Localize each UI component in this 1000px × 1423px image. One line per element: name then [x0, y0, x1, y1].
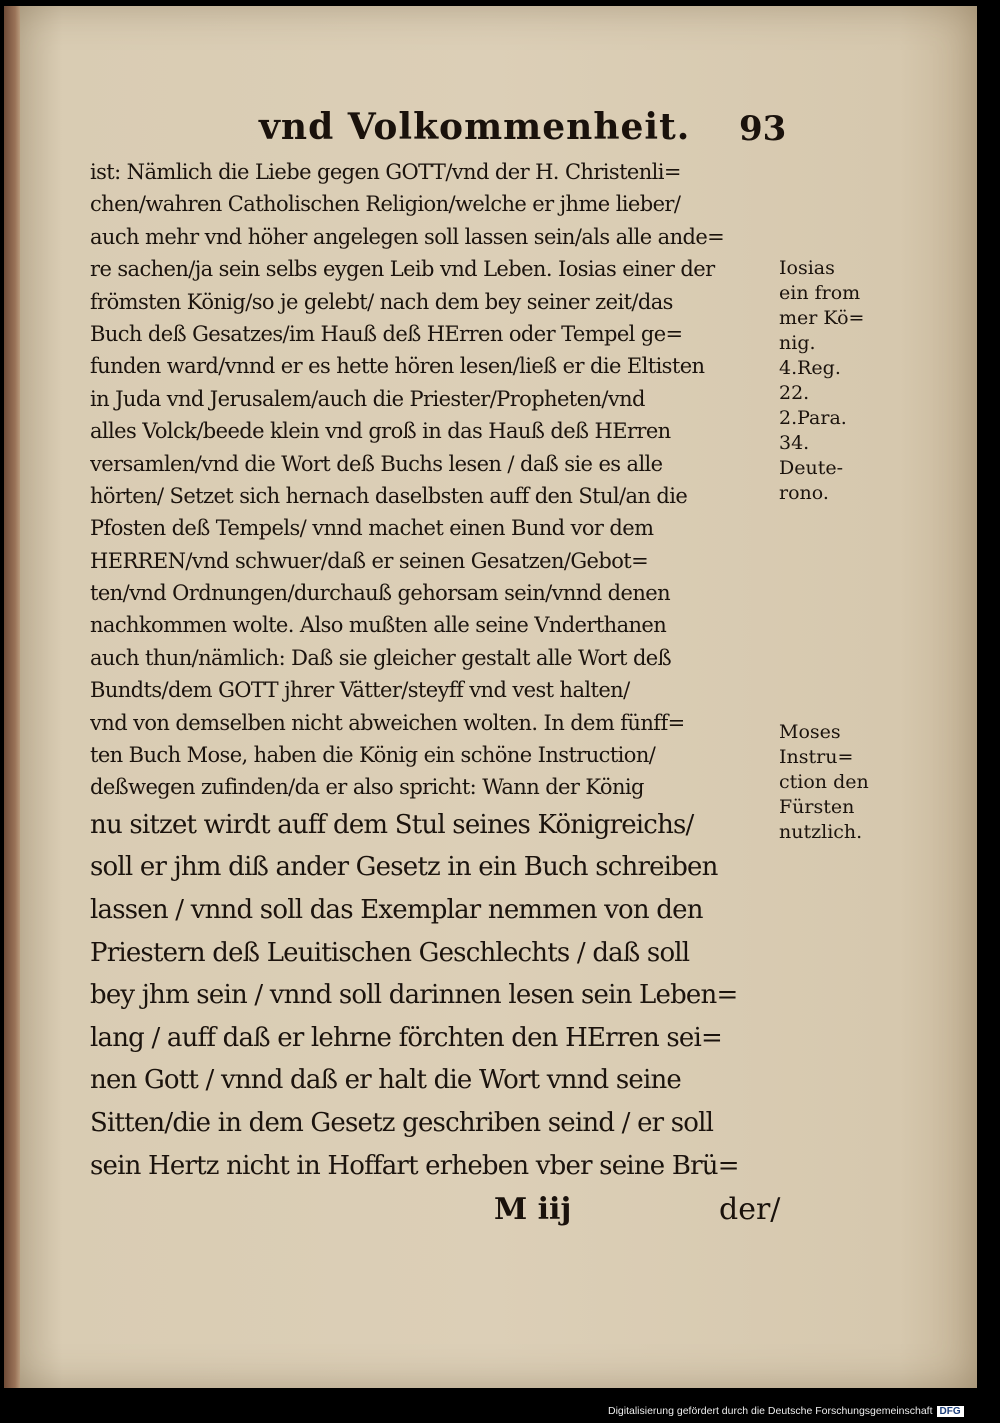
margin-note: mer Kö=	[779, 307, 865, 329]
text-line: re sachen/ja sein selbs eygen Leib vnd Leben. Iosias einer der	[90, 257, 715, 282]
margin-note: 34.	[779, 432, 810, 454]
text-line: alles Volck/beede klein vnd groß in das Hauß deß HErren	[90, 419, 671, 444]
margin-note: ction den	[779, 771, 869, 793]
margin-note: ein from	[779, 282, 861, 304]
margin-note: Fürsten	[779, 796, 855, 818]
text-line-large: bey jhm sein / vnnd soll darinnen lesen sein Leben=	[90, 980, 738, 1011]
margin-note: nig.	[779, 332, 816, 354]
text-line: HERREN/vnd schwuer/daß er seinen Gesatzen/Gebot=	[90, 548, 649, 573]
margin-note: 2.Para.	[779, 407, 847, 429]
margin-note: Deute-	[779, 457, 844, 479]
book-page	[4, 6, 977, 1388]
catchword: der/	[719, 1192, 781, 1227]
text-line: chen/wahren Catholischen Religion/welche er jhme lieber/	[90, 192, 681, 217]
text-line: Pfosten deß Tempels/ vnnd machet einen Bund vor dem	[90, 516, 654, 541]
margin-notes	[779, 256, 889, 845]
credit-text: Digitalisierung gefördert durch die Deutsche Forschungsgemeinschaft	[608, 1405, 933, 1417]
text-line: frömsten König/so je gelebt/ nach dem bey seiner zeit/das	[90, 289, 673, 314]
text-line: auch mehr vnd höher angelegen soll lassen sein/als alle ande=	[90, 224, 725, 249]
page-number: 93	[739, 109, 787, 149]
signature-mark: M iij	[494, 1192, 572, 1227]
margin-note: Moses	[779, 721, 841, 743]
margin-note: Instru=	[779, 746, 854, 768]
text-line: auch thun/nämlich: Daß sie gleicher gestalt alle Wort deß	[90, 645, 672, 670]
text-line-large: Priestern deß Leuitischen Geschlechts / daß soll	[90, 937, 690, 968]
text-line: nachkommen wolte. Also mußten alle seine Vnderthanen	[90, 613, 667, 638]
body-text	[90, 156, 776, 1187]
dfg-logo: DFG	[937, 1406, 964, 1417]
text-line: hörten/ Setzet sich hernach daselbsten auff den Stul/an die	[90, 483, 688, 508]
text-line-large: lang / auff daß er lehrne förchten den HErren sei=	[90, 1022, 723, 1053]
margin-note: rono.	[779, 482, 829, 504]
text-line: in Juda vnd Jerusalem/auch die Priester/Propheten/vnd	[90, 386, 645, 411]
text-line-large: Sitten/die in dem Gesetz geschriben seind / er soll	[90, 1107, 714, 1138]
text-line: Bundts/dem GOTT jhrer Vätter/steyff vnd vest halten/	[90, 678, 630, 703]
book-spine-edge	[4, 6, 20, 1388]
text-line: funden ward/vnnd er es hette hören lesen/ließ er die Eltisten	[90, 354, 705, 379]
text-line-large: nu sitzet wirdt auff dem Stul seines Königreichs/	[90, 809, 694, 840]
text-line-large: lassen / vnnd soll das Exemplar nemmen von den	[90, 895, 703, 925]
text-line-large: sein Hertz nicht in Hoffart erheben vber seine Brü=	[90, 1150, 739, 1181]
margin-note: Iosias	[779, 257, 835, 279]
text-line: versamlen/vnd die Wort deß Buchs lesen / daß sie es alle	[90, 451, 663, 476]
text-line-large: nen Gott / vnnd daß er halt die Wort vnnd seine	[90, 1065, 681, 1096]
text-line: Buch deß Gesatzes/im Hauß deß HErren oder Tempel ge=	[90, 321, 683, 346]
text-line: ten/vnd Ordnungen/durchauß gehorsam sein/vnnd denen	[90, 581, 671, 606]
text-line: deßwegen zufinden/da er also spricht: Wann der König	[90, 775, 644, 800]
text-line-large: soll er jhm diß ander Gesetz in ein Buch schreiben	[90, 852, 718, 883]
margin-note: 4.Reg.	[779, 357, 841, 379]
digitization-credit	[608, 1405, 964, 1417]
running-head: vnd Volkommenheit.	[259, 106, 691, 148]
text-line: ist: Nämlich die Liebe gegen GOTT/vnd der H. Christenli=	[90, 160, 681, 184]
text-line: ten Buch Mose, haben die König ein schöne Instruction/	[90, 743, 656, 768]
margin-note: 22.	[779, 382, 810, 404]
text-line: vnd von demselben nicht abweichen wolten. In dem fünff=	[90, 710, 685, 735]
margin-note: nutzlich.	[779, 821, 863, 843]
